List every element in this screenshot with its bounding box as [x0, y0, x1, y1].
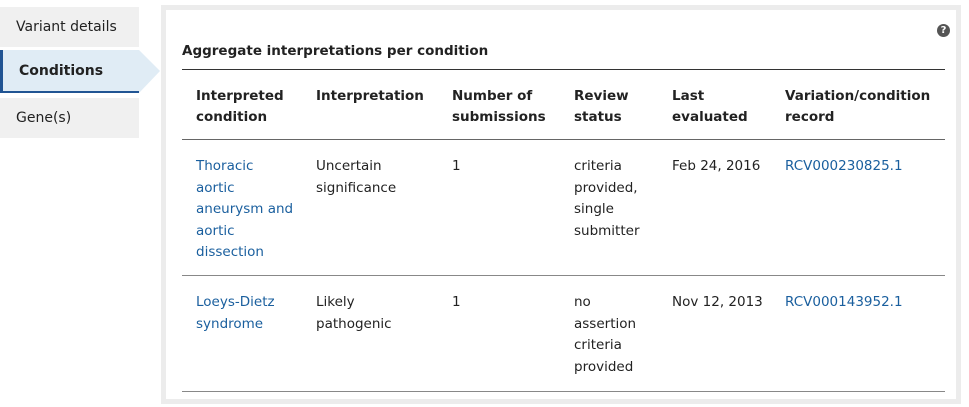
- sidebar-item-conditions[interactable]: [0, 50, 139, 93]
- panel-title: Aggregate interpretations per condition: [182, 43, 489, 59]
- condition-link[interactable]: Loeys-Dietz syndrome: [196, 294, 275, 332]
- interpretation-cell: Uncertain significance: [316, 158, 397, 196]
- sidebar-item-label: Variant details: [16, 19, 117, 35]
- condition-cell: [182, 140, 302, 276]
- active-tab-pointer: [139, 50, 160, 93]
- sidebar-item-genes[interactable]: [0, 98, 139, 138]
- table-row: [182, 140, 945, 276]
- table-row: [182, 276, 945, 392]
- sidebar-item-label: Gene(s): [16, 110, 72, 126]
- last-evaluated-cell: Nov 12, 2013: [672, 294, 763, 310]
- sidebar-item-variant-details[interactable]: [0, 7, 139, 47]
- interpretations-table: [182, 69, 945, 392]
- sidebar-item-label: Conditions: [19, 63, 104, 79]
- column-header-record: Variation/condition record: [785, 88, 931, 125]
- column-header-condition: Interpreted condition: [196, 88, 284, 125]
- record-link[interactable]: RCV000143952.1: [785, 294, 903, 310]
- table-header-row: [182, 70, 945, 140]
- condition-link[interactable]: Thoracic aortic aneurysm and aortic dissection: [196, 158, 294, 260]
- column-header-last-evaluated: Last evaluated: [672, 88, 748, 125]
- interpretation-cell: Likely pathogenic: [316, 294, 392, 332]
- condition-cell: [182, 276, 302, 392]
- submissions-cell: 1: [452, 294, 461, 310]
- record-cell: [771, 140, 945, 276]
- record-cell: [771, 276, 945, 392]
- last-evaluated-cell: Feb 24, 2016: [672, 158, 761, 174]
- column-header-submissions: Number of submissions: [452, 88, 546, 125]
- review-status-cell: criteria provided, single submitter: [574, 158, 640, 239]
- question-circle-icon[interactable]: ?: [937, 24, 950, 37]
- record-link[interactable]: RCV000230825.1: [785, 158, 903, 174]
- submissions-cell: 1: [452, 158, 461, 174]
- column-header-review-status: Review status: [574, 88, 629, 125]
- column-header-interpretation: Interpretation: [316, 88, 424, 104]
- review-status-cell: no assertion criteria provided: [574, 294, 637, 375]
- conditions-panel: [161, 5, 961, 404]
